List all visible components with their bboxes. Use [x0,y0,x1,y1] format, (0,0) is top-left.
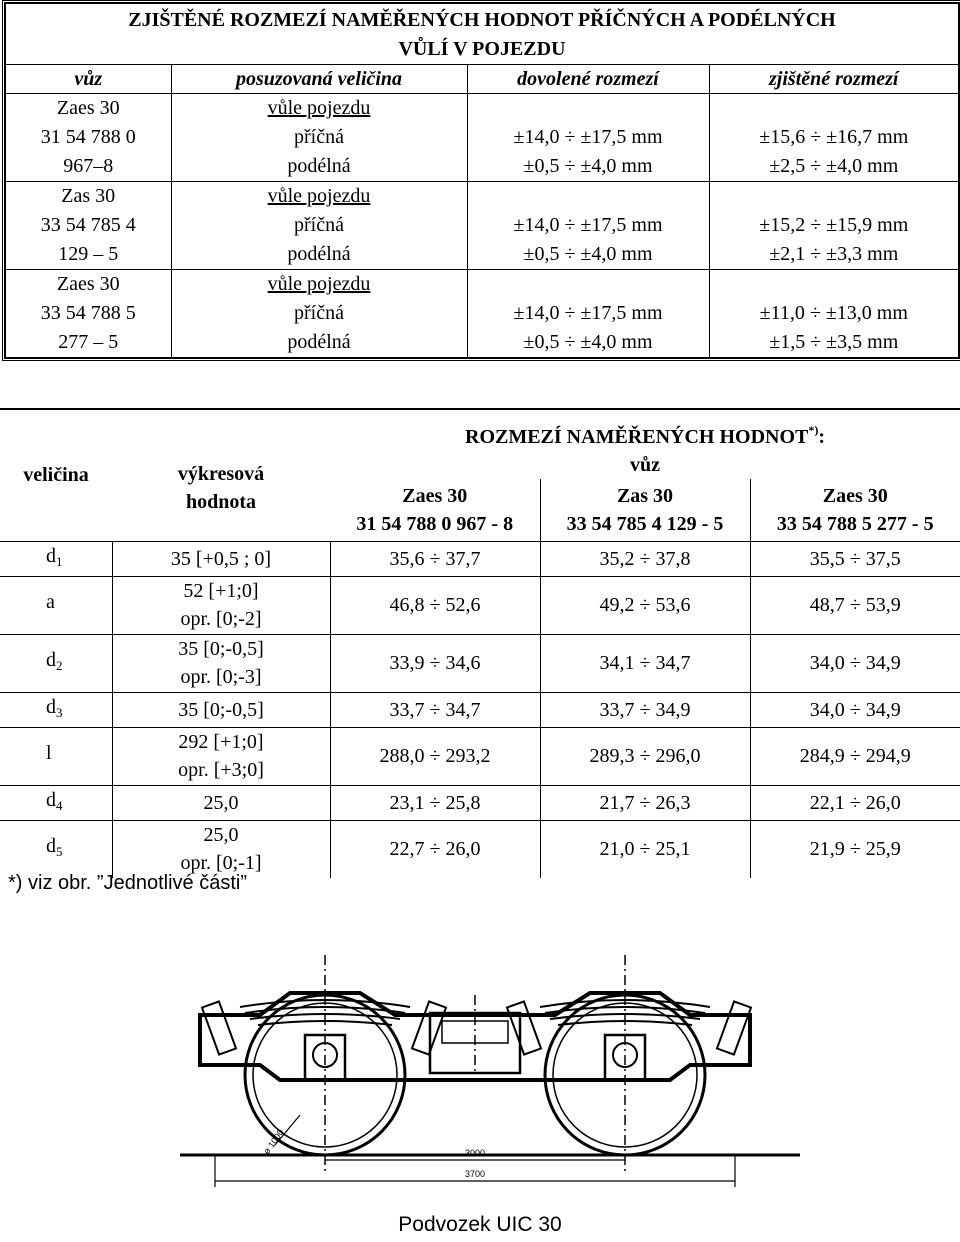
drawing-value-line: 35 [+0,5 ; 0] [170,547,272,570]
measured-range-cell: 34,1 ÷ 34,7 [540,634,750,692]
drawing-value-line: 35 [0;-0,5] [178,638,264,660]
quantity-symbol: a [46,591,55,613]
found-range-cell [709,270,959,359]
quantity-cell [0,727,112,785]
measured-range-cell: 22,7 ÷ 26,0 [330,820,540,878]
measured-range-cell: 33,7 ÷ 34,7 [330,692,540,727]
drawing-value-line: 25,0 [203,791,239,814]
drawing-value-line: 35 [0;-0,5] [178,698,264,721]
footnote: *) viz obr. ”Jednotlivé části” [8,872,247,894]
dimension-wheelbase: 3000 [464,1148,486,1158]
quantity-cell [0,692,112,727]
drawing-value-line: 292 [+1;0] [178,731,264,753]
car-cell [5,270,171,359]
found-range-cell-line: ±2,1 ÷ ±3,3 mm [769,243,899,265]
measured-range-cell: 21,7 ÷ 26,3 [540,785,750,820]
found-range-cell [709,94,959,182]
car-cell-line: 31 54 788 0 [40,126,136,148]
found-range-cell-line: ±15,2 ÷ ±15,9 mm [759,214,909,236]
range-header-colon: : [818,426,826,448]
quantity-cell-line: podélná [287,243,351,265]
quantity-cell [0,820,112,878]
measured-range-cell: 23,1 ÷ 25,8 [330,785,540,820]
drawing-value-header-line-1: výkresová [177,463,265,486]
car-column-header [750,479,960,541]
range-header-footnote-mark: *) [808,423,819,437]
col-header-car: vůz [5,65,171,94]
car-column-header [330,479,540,541]
quantity-symbol: d [46,835,56,858]
measured-range-cell: 21,9 ÷ 25,9 [750,820,960,878]
measured-range-cell: 46,8 ÷ 52,6 [330,576,540,634]
quantity-cell [171,182,467,270]
title-line-1: ZJIŠTĚNÉ ROZMEZÍ NAMĚŘENÝCH HODNOT PŘÍČNÝCH A PODÉLNÝCH [128,9,836,31]
drawing-value-line: opr. [0;-2] [180,608,262,630]
car-cell [5,94,171,182]
allowed-range-cell-line: ±0,5 ÷ ±4,0 mm [523,331,653,353]
col-header-quantity: posuzovaná veličina [171,65,467,94]
quantity-subscript: 4 [56,797,63,813]
drawing-value-line: opr. [0;-1] [180,852,262,875]
table-header-row [5,65,959,94]
table-row [0,576,960,634]
quantity-subscript: 1 [56,553,63,569]
measured-range-cell: 284,9 ÷ 294,9 [750,727,960,785]
measured-range-cell: 34,0 ÷ 34,9 [750,634,960,692]
quantity-subscript: 3 [56,704,63,720]
quantity-cell-line: příčná [294,126,344,148]
col-header-drawing-value [112,409,330,541]
table-title [5,3,959,65]
car-number: 33 54 788 5 277 - 5 [776,512,934,535]
measured-range-cell: 288,0 ÷ 293,2 [330,727,540,785]
allowed-range-cell [467,94,709,182]
drawing-value-cell [112,634,330,692]
car-number: 31 54 788 0 967 - 8 [356,512,514,535]
measured-range-cell: 48,7 ÷ 53,9 [750,576,960,634]
quantity-cell-line: podélná [287,331,351,353]
found-range-cell [709,182,959,270]
col-header-quantity: veličina [23,464,89,487]
col-header-allowed: dovolené rozmezí [467,65,709,94]
range-header [330,409,960,451]
measured-values-table [0,408,960,878]
allowed-range-cell [467,182,709,270]
play-ranges-table [4,2,960,359]
car-cell-line: 129 – 5 [58,243,119,265]
drawing-value-line: 52 [+1;0] [183,580,259,602]
quantity-cell-line: příčná [294,214,344,236]
table-row [0,785,960,820]
car-column-header [540,479,750,541]
drawing-value-line: opr. [0;-3] [180,666,262,688]
car-name: Zaes 30 [822,484,888,507]
quantity-symbol: d [46,544,56,567]
quantity-cell [0,785,112,820]
table-row [5,270,959,359]
found-range-cell-line: ±11,0 ÷ ±13,0 mm [759,302,908,324]
quantity-cell-line: podélná [287,155,351,177]
found-range-cell-line: ±1,5 ÷ ±3,5 mm [769,331,899,353]
measured-range-cell: 49,2 ÷ 53,6 [540,576,750,634]
measured-range-cell: 33,9 ÷ 34,6 [330,634,540,692]
car-cell-line: Zaes 30 [56,97,120,119]
drawing-value-cell [112,820,330,878]
table-row [5,182,959,270]
table-row [0,692,960,727]
quantity-cell [0,541,112,576]
table-row [0,541,960,576]
car-cell-line: 33 54 788 5 [40,302,136,324]
allowed-range-cell [467,270,709,359]
quantity-cell [0,576,112,634]
drawing-value-line: opr. [+3;0] [178,759,264,781]
range-header-text: ROZMEZÍ NAMĚŘENÝCH HODNOT [465,426,809,448]
measured-range-cell: 35,5 ÷ 37,5 [750,541,960,576]
quantity-symbol: d [46,695,56,718]
table-row [5,94,959,182]
quantity-cell [171,94,467,182]
quantity-symbol: l [46,742,52,764]
measured-range-cell: 34,0 ÷ 34,9 [750,692,960,727]
col-header-found: zjištěné rozmezí [709,65,959,94]
allowed-range-cell-line: ±0,5 ÷ ±4,0 mm [523,243,653,265]
allowed-range-cell-line: ±14,0 ÷ ±17,5 mm [513,126,663,148]
found-range-cell-line: ±2,5 ÷ ±4,0 mm [769,155,899,177]
table-row [0,820,960,878]
measured-range-cell: 35,6 ÷ 37,7 [330,541,540,576]
car-number: 33 54 785 4 129 - 5 [566,512,724,535]
quantity-cell-line: vůle pojezdu [267,273,371,295]
car-cell [5,182,171,270]
drawing-caption: Podvozek UIC 30 [398,1213,562,1236]
car-cell-line: 967–8 [63,155,114,177]
quantity-cell-line: vůle pojezdu [267,97,371,119]
table-row [0,727,960,785]
drawing-value-cell [112,541,330,576]
quantity-cell [0,634,112,692]
quantity-cell-line: příčná [294,302,344,324]
measured-range-cell: 21,0 ÷ 25,1 [540,820,750,878]
car-name: Zas 30 [616,484,674,507]
car-cell-line: Zas 30 [61,185,116,207]
quantity-subscript: 5 [56,844,63,860]
dimension-wheel-diameter: ø 1000 [261,1127,286,1157]
drawing-value-header-line-2: hodnota [185,491,257,514]
allowed-range-cell-line: ±14,0 ÷ ±17,5 mm [513,214,663,236]
measured-range-cell: 35,2 ÷ 37,8 [540,541,750,576]
car-cell-line: 277 – 5 [58,331,119,353]
car-name: Zaes 30 [402,484,468,507]
bogie-drawing [180,955,800,1195]
car-header: vůz [630,454,661,476]
quantity-cell [171,270,467,359]
quantity-subscript: 2 [56,658,63,673]
measured-range-cell: 289,3 ÷ 296,0 [540,727,750,785]
allowed-range-cell-line: ±0,5 ÷ ±4,0 mm [523,155,653,177]
car-cell-line: Zaes 30 [56,273,120,295]
drawing-value-cell [112,785,330,820]
quantity-symbol: d [46,788,56,811]
drawing-value-line: 25,0 [203,824,239,847]
header-row-1 [0,409,960,451]
found-range-cell-line: ±15,6 ÷ ±16,7 mm [759,126,909,148]
drawing-value-cell [112,576,330,634]
table-title-row [5,3,959,65]
dimension-total-length: 3700 [464,1169,486,1179]
allowed-range-cell-line: ±14,0 ÷ ±17,5 mm [513,302,663,324]
drawing-value-cell [112,727,330,785]
drawing-value-cell [112,692,330,727]
car-cell-line: 33 54 785 4 [40,214,136,236]
measured-range-cell: 22,1 ÷ 26,0 [750,785,960,820]
quantity-cell-line: vůle pojezdu [267,185,371,207]
table-row [0,634,960,692]
quantity-symbol: d [46,649,56,671]
title-line-2: VŮLÍ V POJEZDU [398,38,566,60]
measured-range-cell: 33,7 ÷ 34,9 [540,692,750,727]
